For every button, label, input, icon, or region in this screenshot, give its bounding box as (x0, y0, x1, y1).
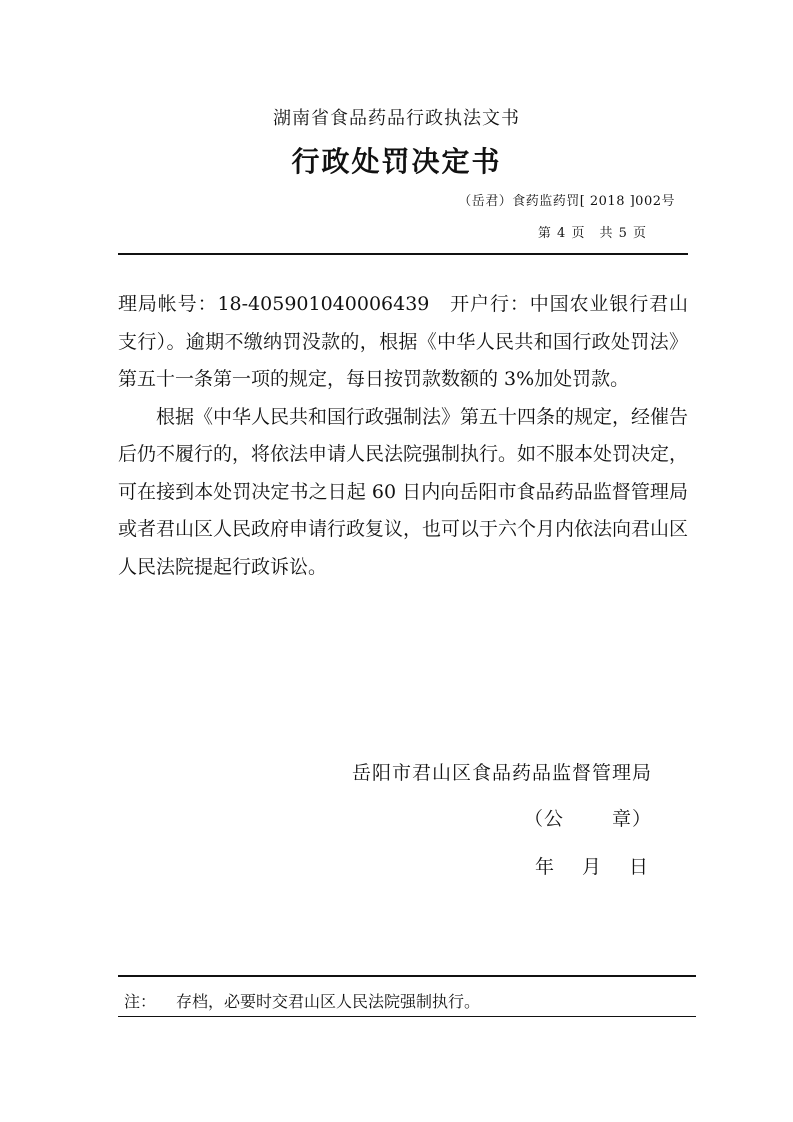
page-info: 第 4 页 共 5 页 (537, 226, 647, 241)
document-number: （岳君）食药监药罚[ 2018 ]002号 (458, 194, 675, 209)
date-day: 日 (629, 856, 649, 878)
seal-placeholder (524, 804, 652, 831)
footer-bottom-divider (118, 1016, 696, 1017)
document-body (118, 286, 688, 586)
seal-open: （公 (524, 808, 565, 830)
footer-note (124, 989, 480, 1012)
body-paragraph-2: 根据《中华人民共和国行政强制法》第五十四条的规定，经催告后仍不履行的，将依法申请人民法院强制执行。如不服本处罚决定，可在接到本处罚决定书之日起 60 日内向岳阳市食品药品监督管理局或者君山区人民政府申请行政复议，也可以于六个月内依法向君山区人民法院提起行政诉讼。 (118, 405, 689, 578)
date-month: 月 (582, 856, 602, 878)
body-paragraph-1: 理局帐号：18-405901040006439 开户行：中国农业银行君山支行）。逾期不缴纳罚没款的，根据《中华人民共和国行政处罚法》第五十一条第一项的规定，每日按罚款数额的 3%加处罚款。 (118, 293, 688, 390)
footer-top-divider (118, 975, 696, 977)
note-text: 存档，必要时交君山区人民法院强制执行。 (176, 992, 481, 1011)
top-divider (118, 253, 688, 255)
document-title: 行政处罚决定书 (291, 145, 502, 178)
issuer-header: 湖南省食品药品行政执法文书 (273, 108, 520, 129)
seal-close: 章） (612, 808, 653, 830)
note-label: 注： (124, 992, 157, 1011)
issuing-authority: 岳阳市君山区食品药品监督管理局 (352, 762, 653, 784)
date-year: 年 (535, 856, 555, 878)
signature-date (535, 852, 648, 879)
